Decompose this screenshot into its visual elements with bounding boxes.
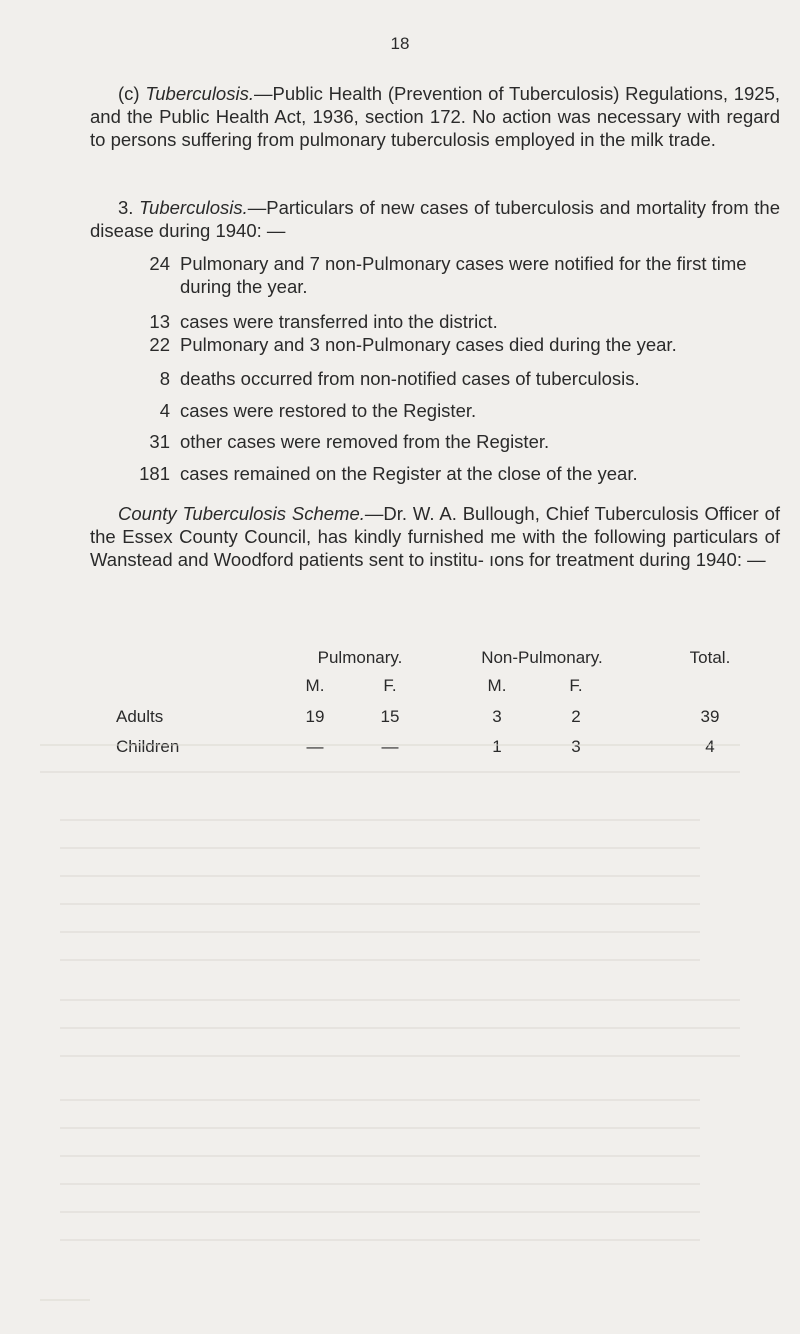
list-item-text: cases were restored to the Register. bbox=[180, 400, 477, 421]
list-item-text: deaths occurred from non-notified cases of tuberculosis. bbox=[180, 368, 640, 389]
list-item-text: cases remained on the Register at the close of the year. bbox=[180, 463, 638, 484]
list-item-number: 22 bbox=[149, 334, 170, 355]
list-item bbox=[110, 367, 780, 390]
list-item-number: 24 bbox=[149, 253, 170, 274]
list-item-number: 13 bbox=[149, 311, 170, 332]
list-item bbox=[110, 333, 780, 356]
row-label-adults: Adults bbox=[116, 707, 164, 726]
list-item bbox=[110, 430, 780, 453]
list-item bbox=[110, 310, 780, 333]
subheader-pulmonary-f: F. bbox=[383, 676, 397, 695]
list-item bbox=[110, 399, 780, 422]
cell-children-total: 4 bbox=[705, 737, 715, 756]
list-item-number: 4 bbox=[159, 400, 170, 421]
page-number: 18 bbox=[390, 34, 410, 53]
cell-children-non-pulmonary-m: 1 bbox=[492, 737, 502, 756]
subheader-non-pulmonary-m: M. bbox=[487, 676, 507, 695]
list-item bbox=[110, 252, 780, 298]
table-row bbox=[90, 737, 780, 763]
section-c-text: —Public Health (Prevention of Tuberculosis) Regulations, 1925, and the Public Health Act, 1936, section 172. No action was necessary with regard to persons suffering from pulmonary tuberculosis employed in the milk trade. bbox=[90, 83, 781, 150]
cell-adults-non-pulmonary-m: 3 bbox=[492, 707, 502, 726]
county-scheme-text: —Dr. W. A. Bullough, Chief Tuberculosis Officer of the Essex County Council, has kindly furnished me with the following particulars of Wanstead and Woodford patients sent to institu- ıons for treatment during 1940: — bbox=[90, 503, 780, 570]
group-header-pulmonary: Pulmonary. bbox=[317, 648, 403, 667]
cell-adults-non-pulmonary-f: 2 bbox=[571, 707, 581, 726]
table-group-header bbox=[90, 648, 780, 674]
table-row bbox=[90, 707, 780, 733]
section-c-paragraph bbox=[90, 82, 780, 151]
group-header-non-pulmonary: Non-Pulmonary. bbox=[481, 648, 603, 667]
list-item-number: 31 bbox=[149, 431, 170, 452]
section-3-paragraph bbox=[90, 196, 780, 242]
section-c-title: Tuberculosis. bbox=[145, 83, 254, 104]
list-item-text: Pulmonary and 7 non-Pulmonary cases were notified for the first time during the year. bbox=[180, 253, 747, 297]
cell-adults-total: 39 bbox=[700, 707, 720, 726]
county-scheme-title: County Tuberculosis Scheme. bbox=[118, 503, 365, 524]
table-subheader bbox=[90, 676, 780, 702]
list-item-number: 181 bbox=[139, 463, 170, 484]
section-3-title: Tuberculosis. bbox=[139, 197, 248, 218]
cell-children-pulmonary-m: — bbox=[306, 737, 324, 756]
list-item bbox=[110, 462, 780, 485]
subheader-pulmonary-m: M. bbox=[305, 676, 325, 695]
list-item-text: other cases were removed from the Register. bbox=[180, 431, 550, 452]
cell-adults-pulmonary-f: 15 bbox=[380, 707, 400, 726]
list-item-text: Pulmonary and 3 non-Pulmonary cases died during the year. bbox=[180, 334, 677, 355]
row-label-children: Children bbox=[116, 737, 180, 756]
county-scheme-paragraph bbox=[90, 502, 780, 571]
list-item-number: 8 bbox=[159, 368, 170, 389]
list-item-text: cases were transferred into the district. bbox=[180, 311, 498, 332]
group-header-total: Total. bbox=[689, 648, 731, 667]
subheader-non-pulmonary-f: F. bbox=[569, 676, 583, 695]
section-c-label: (c) bbox=[118, 83, 140, 104]
cell-adults-pulmonary-m: 19 bbox=[305, 707, 325, 726]
cell-children-pulmonary-f: — bbox=[381, 737, 399, 756]
section-3-text: —Particulars of new cases of tuberculosis and mortality from the disease during 1940: — bbox=[90, 197, 780, 241]
section-3-label: 3. bbox=[118, 197, 134, 218]
cell-children-non-pulmonary-f: 3 bbox=[571, 737, 581, 756]
